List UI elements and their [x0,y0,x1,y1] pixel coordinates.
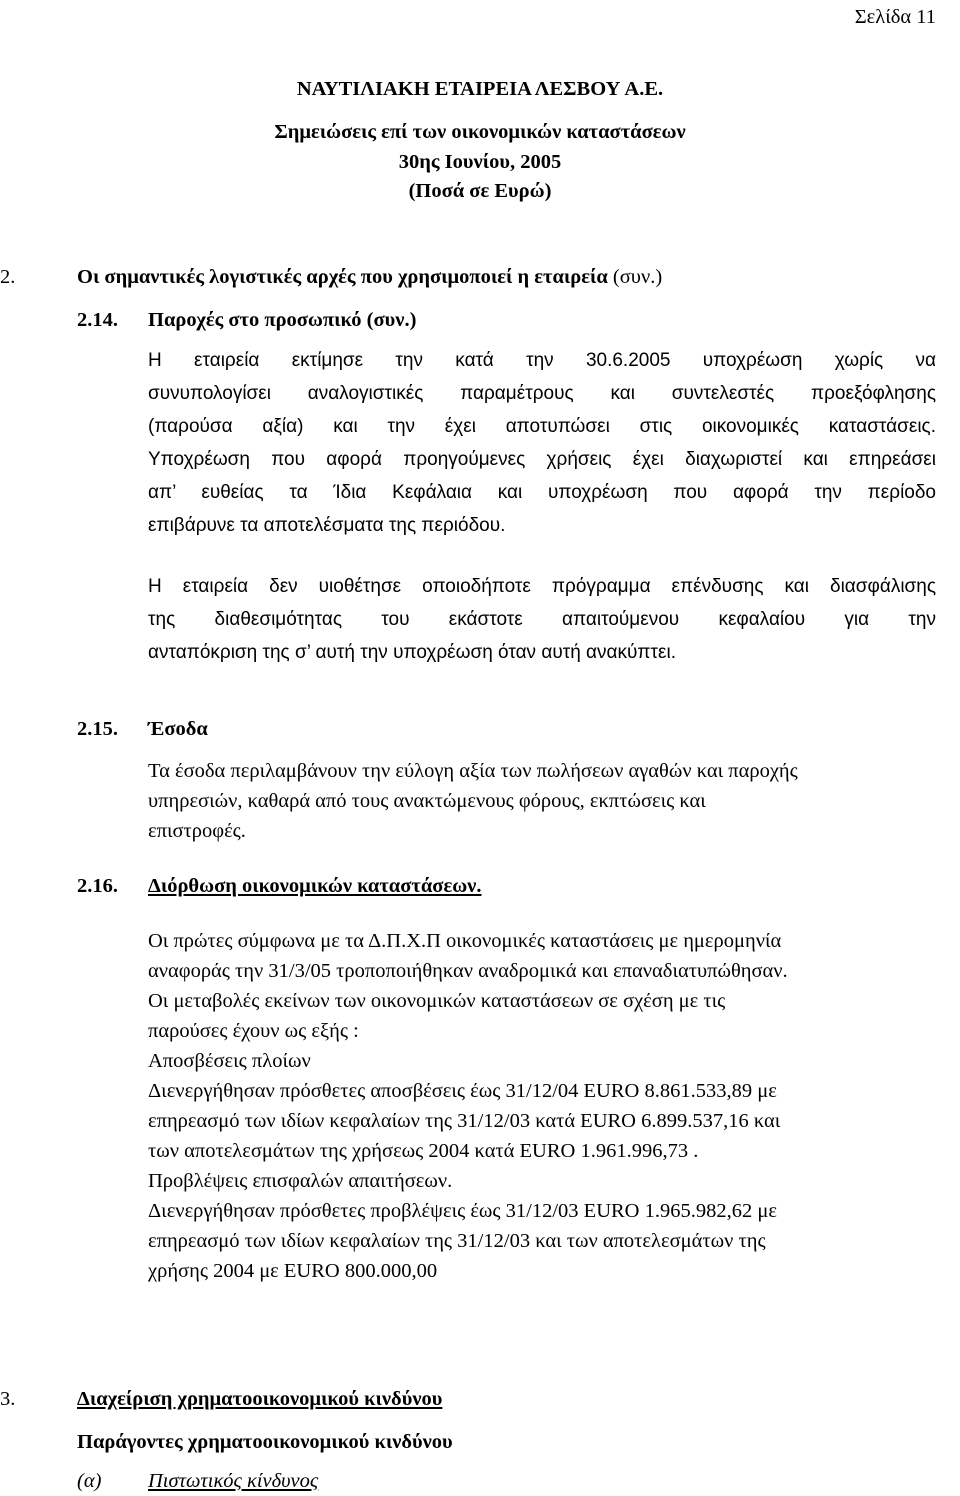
section-2-14-title: Παροχές στο προσωπικό (συν.) [148,309,417,331]
paragraph-line: Αποσβέσεις πλοίων [148,1050,311,1072]
section-2-16-title: Διόρθωση οικονομικών καταστάσεων. [148,875,482,897]
document-subtitle: Σημειώσεις επί των οικονομικών καταστάσεων [274,121,686,143]
section-3-item-label: (α) [77,1470,102,1492]
section-2-16-number: 2.16. [77,875,118,897]
paragraph-line: χρήσης 2004 με EURO 800.000,00 [148,1260,438,1282]
paragraph-line: Τα έσοδα περιλαμβάνουν την εύλογη αξία των πωλήσεων αγαθών και παροχής [148,760,798,782]
paragraph-line: ανταπόκριση της σ’ αυτή την υποχρέωση όταν αυτή ανακύπτει. [148,642,677,663]
section-2-title: Οι σημαντικές λογιστικές αρχές που χρησιμοποιεί η εταιρεία [77,266,608,288]
paragraph-line: επηρεασμό των ιδίων κεφαλαίων της 31/12/03 κατά EURO 6.899.537,16 και [148,1110,781,1132]
paragraph-line: απ’ ευθείας τα Ίδια Κεφάλαια και υποχρέωση που αφορά την περίοδο [148,482,936,503]
paragraph-line: Υποχρέωση που αφορά προηγούμενες χρήσεις έχει διαχωριστεί και επηρεάσει [148,449,936,470]
section-2-14-paragraph-2 [148,570,936,669]
paragraph-line: συνυπολογίσει αναλογιστικές παραμέτρους και συντελεστές προεξόφλησης [148,383,936,404]
paragraph-line: Οι μεταβολές εκείνων των οικονομικών καταστάσεων σε σχέση με τις [148,990,726,1012]
paragraph-line: παρούσες έχουν ως εξής : [148,1020,359,1042]
company-name: ΝΑΥΤΙΛΙΑΚΗ ΕΤΑΙΡΕΙΑ ΛΕΣΒΟΥ Α.Ε. [296,78,664,100]
paragraph-line: επηρεασμό των ιδίων κεφαλαίων της 31/12/03 και των αποτελεσμάτων της [148,1230,766,1252]
page-number: Σελίδα 11 [854,6,936,28]
paragraph-line: των αποτελεσμάτων της χρήσεως 2004 κατά EURO 1.961.996,73 . [148,1140,699,1162]
paragraph-line: επιβάρυνε τα αποτελέσματα της περιόδου. [148,515,506,536]
section-2-title-suffix: (συν.) [607,266,663,288]
currency-note: (Ποσά σε Ευρώ) [408,180,552,202]
section-3-number: 3. [0,1388,16,1410]
section-2-15-number: 2.15. [77,718,118,740]
section-2-16-body [148,926,936,1286]
section-2-15-paragraph [148,756,936,846]
paragraph-line: υπηρεσιών, καθαρά από τους ανακτώμενους φόρους, εκπτώσεις και [148,790,706,812]
paragraph-line: Προβλέψεις επισφαλών απαιτήσεων. [148,1170,453,1192]
section-3-subtitle: Παράγοντες χρηματοοικονομικού κινδύνου [77,1431,453,1453]
paragraph-line: επιστροφές. [148,820,246,842]
paragraph-line: Η εταιρεία δεν υιοθέτησε οποιοδήποτε πρόγραμμα επένδυσης και διασφάλισης [148,576,936,597]
section-2-15-title: Έσοδα [148,718,208,740]
paragraph-line: της διαθεσιμότητας του εκάστοτε απαιτούμενου κεφαλαίου για την [148,609,936,630]
paragraph-line: Διενεργήθησαν πρόσθετες αποσβέσεις έως 31/12/04 EURO 8.861.533,89 με [148,1080,777,1102]
paragraph-line: Διενεργήθησαν πρόσθετες προβλέψεις έως 31/12/03 EURO 1.965.982,62 με [148,1200,777,1222]
paragraph-line: Οι πρώτες σύμφωνα με τα Δ.Π.Χ.Π οικονομικές καταστάσεις με ημερομηνία [148,930,782,952]
section-2-heading [77,262,662,292]
document-date: 30ης Ιουνίου, 2005 [398,151,562,173]
section-2-14-paragraph-1 [148,344,936,542]
section-2-14-number: 2.14. [77,309,118,331]
paragraph-line: αναφοράς την 31/3/05 τροποποιήθηκαν αναδρομικά και επαναδιατυπώθησαν. [148,960,788,982]
section-2-number: 2. [0,266,16,288]
paragraph-line: Η εταιρεία εκτίμησε την κατά την 30.6.2005 υποχρέωση χωρίς να [148,350,936,371]
section-3-item-title: Πιστωτικός κίνδυνος [148,1470,319,1492]
paragraph-line: (παρούσα αξία) και την έχει αποτυπώσει στις οικονομικές καταστάσεις. [148,416,936,437]
section-3-title: Διαχείριση χρηματοοικονομικού κινδύνου [77,1388,443,1410]
